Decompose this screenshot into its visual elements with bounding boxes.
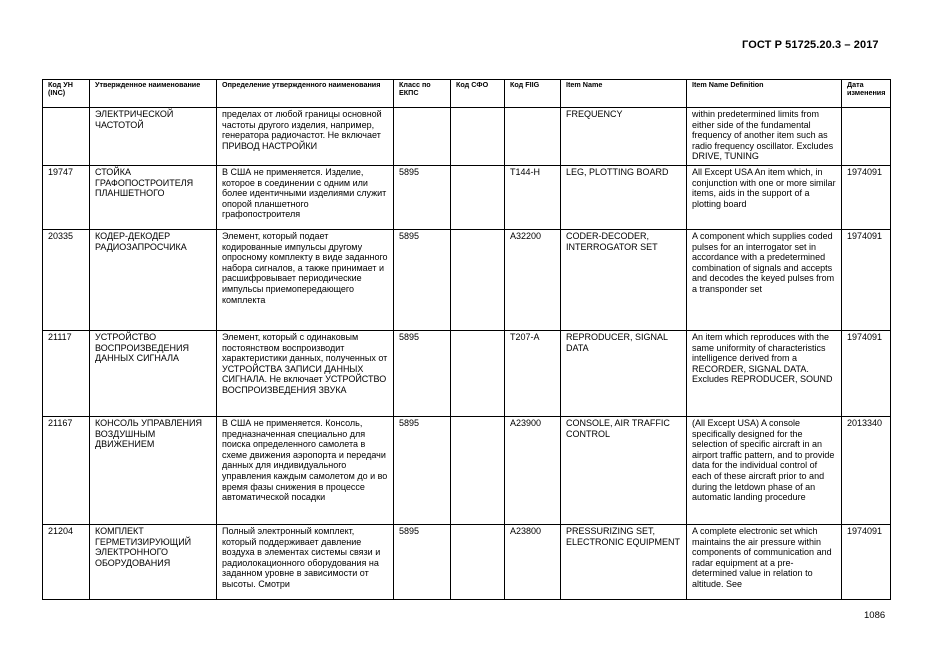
- table-row: [43, 331, 891, 417]
- cell-fiig: A32200: [505, 230, 561, 331]
- cell-fiig: A23800: [505, 525, 561, 600]
- cell-item-def: (All Except USA) A console specifically designed for the selection of specific aircraft in an airport traffic pattern, and to provide data for the individual control of each of these aircraft prior to and during the letdown phase of an automatic landing procedure: [687, 417, 842, 525]
- cell-fiig: [505, 108, 561, 166]
- col-header-class: Класс по ЕКПС: [394, 80, 451, 108]
- cell-sfo: [451, 525, 505, 600]
- col-header-code: Код УН (INC): [43, 80, 90, 108]
- cell-definition: В США не применяется. Консоль, предназначенная специально для поиска определенного самолета в схеме движения аэропорта и передачи данных для индивидуального управления каждым самолетом до и во время фазы снижения в процессе автоматической посадки: [217, 417, 394, 525]
- cell-name: КОНСОЛЬ УПРАВЛЕНИЯ ВОЗДУШНЫМ ДВИЖЕНИЕМ: [90, 417, 217, 525]
- col-header-date: Дата изменения: [842, 80, 891, 108]
- cell-definition: пределах от любой границы основной частоты другого изделия, например, генератора радиочастот. Не включает ПРИВОД НАСТРОЙКИ: [217, 108, 394, 166]
- cell-name: ЭЛЕКТРИЧЕСКОЙ ЧАСТОТОЙ: [90, 108, 217, 166]
- table-header-row: [43, 80, 891, 108]
- document-code: ГОСТ Р 51725.20.3 – 2017: [742, 39, 879, 51]
- cell-item-def: An item which reproduces with the same uniformity of characteristics intelligence derived from a RECORDER, SIGNAL DATA. Excludes REPRODUCER, SOUND: [687, 331, 842, 417]
- cell-definition: Элемент, который с одинаковым постоянством воспроизводит характеристики данных, полученных от УСТРОЙСТВА ЗАПИСИ ДАННЫХ СИГНАЛА. Не включает УСТРОЙСТВО ВОСПРОИЗВЕДЕНИЯ ЗВУКА: [217, 331, 394, 417]
- col-header-sfo: Код СФО: [451, 80, 505, 108]
- cell-sfo: [451, 108, 505, 166]
- cell-code: [43, 108, 90, 166]
- cell-sfo: [451, 417, 505, 525]
- cell-sfo: [451, 331, 505, 417]
- cell-class: 5895: [394, 166, 451, 230]
- cell-name: КОДЕР-ДЕКОДЕР РАДИОЗАПРОСЧИКА: [90, 230, 217, 331]
- col-header-item-name: Item Name: [561, 80, 687, 108]
- cell-sfo: [451, 166, 505, 230]
- cell-code: 20335: [43, 230, 90, 331]
- table-row: [43, 525, 891, 600]
- cell-class: 5895: [394, 331, 451, 417]
- cell-name: СТОЙКА ГРАФОПОСТРОИТЕЛЯ ПЛАНШЕТНОГО: [90, 166, 217, 230]
- table-row: [43, 417, 891, 525]
- cell-item-name: REPRODUCER, SIGNAL DATA: [561, 331, 687, 417]
- cell-date: 1974091: [842, 525, 891, 600]
- cell-class: 5895: [394, 525, 451, 600]
- cell-date: 1974091: [842, 166, 891, 230]
- cell-sfo: [451, 230, 505, 331]
- cell-definition: Элемент, который подает кодированные импульсы другому опросному комплекту в виде заданного набора сигналов, а также принимает и расшифровывает периодические импульсы приемопередающего комплекта: [217, 230, 394, 331]
- cell-item-def: A component which supplies coded pulses for an interrogator set in accordance with a predetermined combination of signals and accepts and decodes the keyed pulses from a transponder set: [687, 230, 842, 331]
- cell-class: 5895: [394, 230, 451, 331]
- cell-item-name: LEG, PLOTTING BOARD: [561, 166, 687, 230]
- cell-fiig: T144-H: [505, 166, 561, 230]
- cell-definition: В США не применяется. Изделие, которое в соединении с одним или более идентичными изделиями служит опорой планшетного графопостроителя: [217, 166, 394, 230]
- cell-code: 21167: [43, 417, 90, 525]
- table-row: [43, 108, 891, 166]
- cell-fiig: T207-A: [505, 331, 561, 417]
- cell-name: КОМПЛЕКТ ГЕРМЕТИЗИРУЮЩИЙ ЭЛЕКТРОННОГО ОБОРУДОВАНИЯ: [90, 525, 217, 600]
- table-row: [43, 166, 891, 230]
- cell-date: 1974091: [842, 331, 891, 417]
- cell-class: [394, 108, 451, 166]
- cell-name: УСТРОЙСТВО ВОСПРОИЗВЕДЕНИЯ ДАННЫХ СИГНАЛА: [90, 331, 217, 417]
- page-number: 1086: [864, 610, 886, 621]
- col-header-item-def: Item Name Definition: [687, 80, 842, 108]
- cell-item-name: FREQUENCY: [561, 108, 687, 166]
- col-header-definition: Определение утвержденного наименования: [217, 80, 394, 108]
- cell-item-def: within predetermined limits from either side of the fundamental frequency of another item such as radio frequency oscillator. Excludes DRIVE, TUNING: [687, 108, 842, 166]
- col-header-fiig: Код FIIG: [505, 80, 561, 108]
- table-row: [43, 230, 891, 331]
- cell-code: 21204: [43, 525, 90, 600]
- cell-code: 19747: [43, 166, 90, 230]
- cell-item-name: CONSOLE, AIR TRAFFIC CONTROL: [561, 417, 687, 525]
- cell-definition: Полный электронный комплект, который поддерживает давление воздуха в элементах системы связи и радиолокационного оборудования на заданном уровне в зависимости от высоты. Смотри: [217, 525, 394, 600]
- cell-date: 1974091: [842, 230, 891, 331]
- cell-item-name: PRESSURIZING SET, ELECTRONIC EQUIPMENT: [561, 525, 687, 600]
- cell-fiig: A23900: [505, 417, 561, 525]
- cell-item-def: All Except USA An item which, in conjunction with one or more similar items, aids in the support of a plotting board: [687, 166, 842, 230]
- nomenclature-table: [42, 79, 891, 600]
- cell-item-def: A complete electronic set which maintains the air pressure within components of communication and radar equipment at a pre-determined value in relation to altitude. See: [687, 525, 842, 600]
- cell-code: 21117: [43, 331, 90, 417]
- col-header-name: Утвержденное наименование: [90, 80, 217, 108]
- cell-date: [842, 108, 891, 166]
- cell-class: 5895: [394, 417, 451, 525]
- cell-date: 2013340: [842, 417, 891, 525]
- cell-item-name: CODER-DECODER, INTERROGATOR SET: [561, 230, 687, 331]
